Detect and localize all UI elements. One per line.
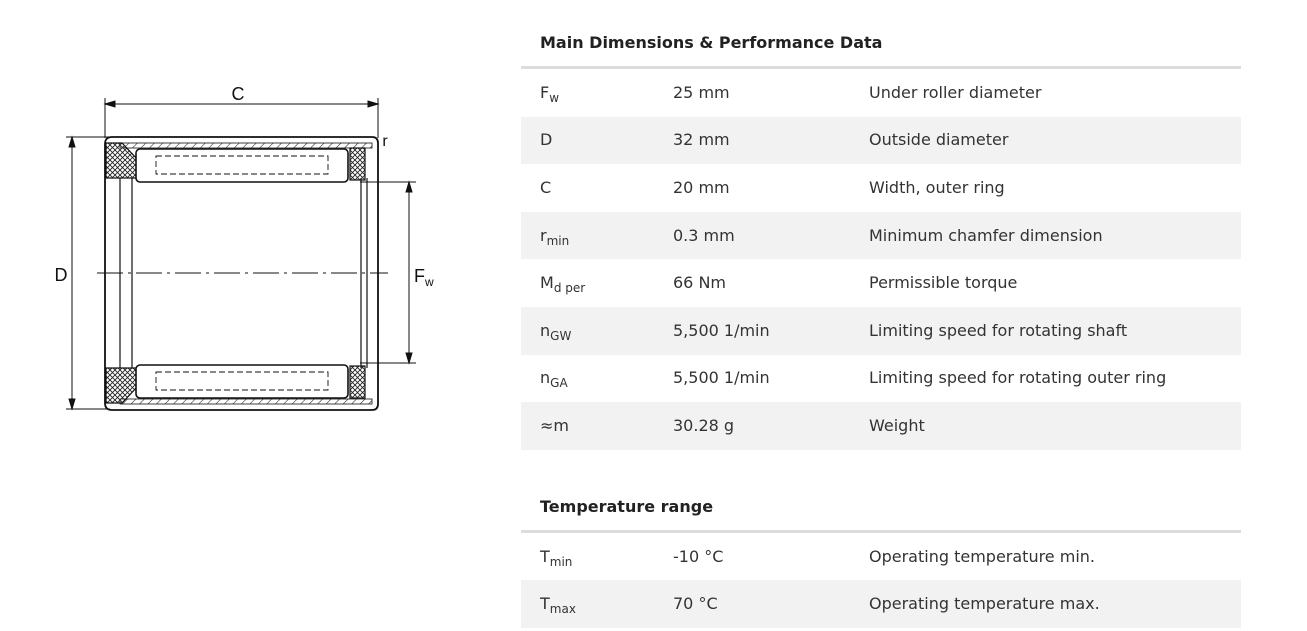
row-description: Operating temperature max. (869, 580, 1241, 628)
row-value: 32 mm (673, 117, 869, 165)
table-row (521, 212, 1241, 260)
table-row (521, 355, 1241, 403)
row-description: Width, outer ring (869, 177, 1005, 197)
symbol-subscript: min (549, 554, 573, 569)
row-value: 5,500 1/min (673, 307, 869, 355)
row-description: Limiting speed for rotating shaft (869, 307, 1241, 355)
row-description: Minimum chamfer dimension (869, 212, 1241, 260)
table-row (521, 164, 1241, 212)
symbol-subscript: d per (553, 281, 586, 296)
row-symbol (521, 533, 673, 581)
symbol-main: n (540, 368, 551, 388)
row-description: Operating temperature min. (869, 546, 1095, 566)
row-description: Permissible torque (869, 273, 1018, 293)
symbol-subscript: GA (550, 376, 568, 391)
row-description: Under roller diameter (869, 82, 1042, 102)
dimension-c (105, 98, 378, 138)
row-value: 25 mm (673, 82, 730, 102)
row-value: 70 °C (673, 580, 869, 628)
symbol-main: T (540, 546, 550, 566)
row-value: 20 mm (673, 177, 730, 197)
row-value: 0.3 mm (673, 212, 869, 260)
main-dimensions-section (521, 18, 1241, 450)
table-row (521, 117, 1241, 165)
symbol-subscript: min (546, 233, 570, 248)
symbol-subscript: max (549, 602, 576, 617)
symbol-main: D (540, 130, 553, 150)
row-value: -10 °C (673, 546, 724, 566)
row-value: 66 Nm (673, 273, 726, 293)
temperature-title: Temperature range (521, 482, 1241, 533)
table-row (521, 402, 1241, 450)
row-symbol (521, 259, 673, 307)
symbol-main: r (540, 225, 547, 245)
temperature-section (521, 482, 1241, 628)
row-symbol (521, 307, 673, 355)
table-row (521, 533, 1241, 581)
row-symbol (521, 164, 673, 212)
row-value: 5,500 1/min (673, 368, 770, 388)
symbol-main: C (540, 177, 552, 197)
symbol-main: F (540, 82, 550, 102)
table-row (521, 69, 1241, 117)
bearing-drawing (40, 70, 460, 430)
row-symbol (521, 117, 673, 165)
symbol-main: n (540, 320, 551, 340)
symbol-main: M (540, 273, 554, 293)
row-description: Outside diameter (869, 117, 1241, 165)
table-row (521, 307, 1241, 355)
row-symbol (521, 355, 673, 403)
row-symbol (521, 402, 673, 450)
row-value: 30.28 g (673, 402, 869, 450)
symbol-main: ≈m (540, 415, 569, 435)
row-symbol (521, 69, 673, 117)
symbol-main: T (540, 594, 550, 614)
row-symbol (521, 580, 673, 628)
label-fw: $F_w$ (414, 266, 434, 289)
label-c: C (231, 84, 245, 104)
table-row (521, 259, 1241, 307)
label-d: D (54, 265, 68, 285)
main-dimensions-title: Main Dimensions & Performance Data (521, 18, 1241, 69)
main-dimensions-table (521, 69, 1241, 450)
row-description: Weight (869, 402, 1241, 450)
symbol-subscript: GW (550, 328, 572, 343)
table-row (521, 580, 1241, 628)
label-r: r (382, 133, 388, 150)
row-symbol (521, 212, 673, 260)
row-description: Limiting speed for rotating outer ring (869, 368, 1167, 388)
symbol-subscript: w (549, 90, 560, 105)
temperature-table (521, 533, 1241, 628)
